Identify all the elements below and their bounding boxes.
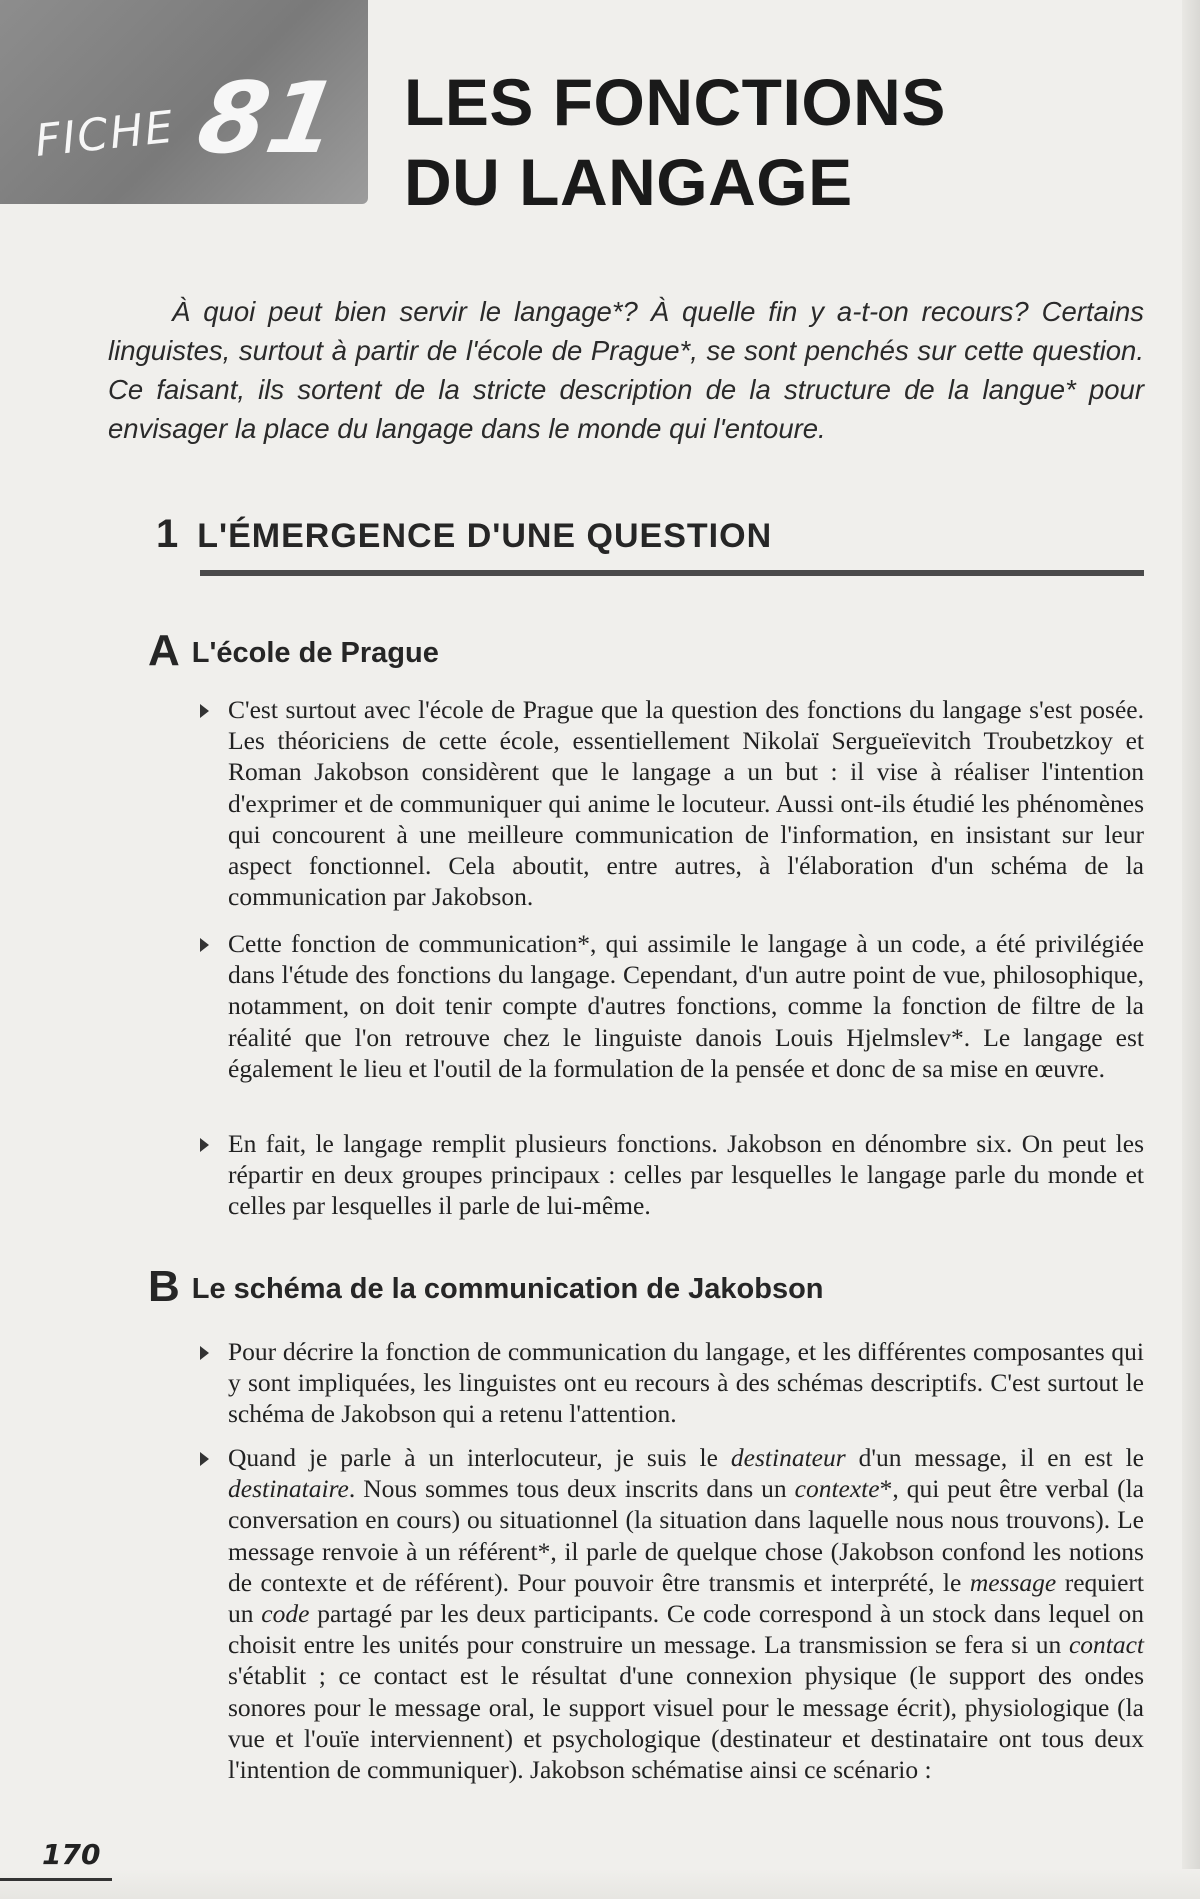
bullet-icon — [200, 938, 209, 952]
section-title: L'ÉMERGENCE D'UNE QUESTION — [197, 517, 773, 555]
term-destinataire: destinataire — [228, 1474, 349, 1504]
subsection-title: L'école de Prague — [191, 637, 439, 669]
bullet-icon — [200, 1138, 209, 1152]
term-code: code — [261, 1599, 310, 1629]
term-message: message — [969, 1567, 1057, 1597]
paragraph-b2 — [228, 1442, 1144, 1785]
paragraph-text: Pour décrire la fonction de communication du langage, et les différentes composantes qui y sont impliquées, les linguistes ont eu recours à des schémas descriptifs. C'est surtout le schéma de Jakobson qui a retenu l'attention. — [228, 1337, 1144, 1429]
text-run: d'un message, il en est le — [845, 1443, 1144, 1472]
fiche-tab — [0, 0, 368, 204]
text-run: . Nous sommes tous deux inscrits dans un — [348, 1474, 795, 1504]
paragraph-text: Cette fonction de communication*, qui assimile le langage à un code, a été privilégiée dans l'étude des fonctions du langage. Cependant, d'un autre point de vue, philosophique, notamment, on doit tenir compte d'autres fonctions, comme la fonction de filtre de la réalité que l'on retrouve chez le linguiste danois Louis Hjelmslev*. Le langage est également le lieu et l'outil de la formulation de la pensée et donc de sa mise en œuvre. — [228, 929, 1144, 1083]
text-run: *, qui peut être verbal (la conversation en cours) ou situationnel (la situation dans laquelle nous nous trouvons). Le message renvoie à un référent*, il parle de quelque chose (Jakobson confond les notions de contexte et de référent). Pour pouvoir être transmis et interprété, le — [228, 1474, 1145, 1597]
paragraph-text: En fait, le langage remplit plusieurs fonctions. Jakobson en dénombre six. On peut les répartir en deux groupes principaux : celles par lesquelles le langage parle du monde et celles par lesquelles il parle de lui-même. — [228, 1129, 1144, 1221]
subsection-letter: A — [148, 626, 180, 675]
paragraph-text: C'est surtout avec l'école de Prague que la question des fonctions du langage s'est posée. Les théoriciens de cette école, essentiellement Nikolaï Sergueïevitch Troubetzkoy et Roman Jakobson considèrent que le langage a un but : il vise à réaliser l'intention d'exprimer et de communiquer qui anime le locuteur. Aussi ont-ils étudié les phénomènes qui concourent à une meilleure communication de l'information, en insistant sur leur aspect fonctionnel. Cela aboutit, entre autres, à l'élaboration d'un schéma de la communication par Jakobson. — [228, 695, 1144, 912]
section-divider — [200, 570, 1144, 576]
paragraph-a3 — [228, 1128, 1144, 1222]
section-1-heading — [156, 512, 772, 557]
text-run: s'établit ; ce contact est le résultat d'une connexion physique (le support des ondes sonores pour le message oral, le support visuel pour le message écrit), physiologique (la vue et l'ouïe interviennent) et psychologique (destinateur et destinataire ont tous deux l'intention de communiquer). Jakobson schématise ainsi ce scénario : — [228, 1661, 1144, 1785]
paragraph-a1 — [228, 694, 1144, 912]
page-bottom-edge — [0, 1869, 1200, 1899]
subsection-b-heading — [148, 1262, 824, 1312]
page-edge — [1182, 0, 1200, 1899]
subsection-letter: B — [148, 1262, 180, 1311]
text-run: partagé par les deux participants. Ce code correspond à un stock dans lequel on choisit entre les unités pour construire un message. La transmission se fera si un — [228, 1599, 1144, 1660]
section-number: 1 — [156, 512, 180, 556]
page-title — [404, 62, 946, 222]
paragraph-a2 — [228, 928, 1144, 1084]
text-run: Quand je parle à un interlocuteur, je suis le — [228, 1443, 731, 1472]
term-destinateur: destinateur — [730, 1443, 846, 1472]
subsection-title: Le schéma de la communication de Jakobson — [191, 1273, 824, 1305]
page-number-underline — [0, 1878, 112, 1881]
bullet-icon — [200, 1346, 209, 1360]
intro-paragraph: À quoi peut bien servir le langage*? À quelle fin y a-t-on recours? Certains linguistes, surtout à partir de l'école de Prague*, se sont penchés sur cette question. Ce faisant, ils sortent de la stricte description de la structure de la langue* pour envisager la place du langage dans le monde qui l'entoure. — [108, 296, 1144, 444]
subsection-a-heading — [148, 626, 439, 676]
bullet-icon — [200, 1452, 209, 1466]
paragraph-text — [228, 1443, 1144, 1784]
text-run: requiert un — [228, 1567, 1144, 1629]
term-contact: contact — [1068, 1630, 1144, 1660]
paragraph-b1 — [228, 1336, 1144, 1430]
title-line-1: LES FONCTIONS — [404, 65, 946, 139]
term-contexte: contexte — [794, 1474, 880, 1504]
page-number: 170 — [42, 1838, 101, 1871]
fiche-number: 81 — [189, 62, 347, 176]
fiche-label: FICHE — [32, 101, 178, 167]
title-line-2: DU LANGAGE — [404, 145, 853, 219]
bullet-icon — [200, 704, 209, 718]
